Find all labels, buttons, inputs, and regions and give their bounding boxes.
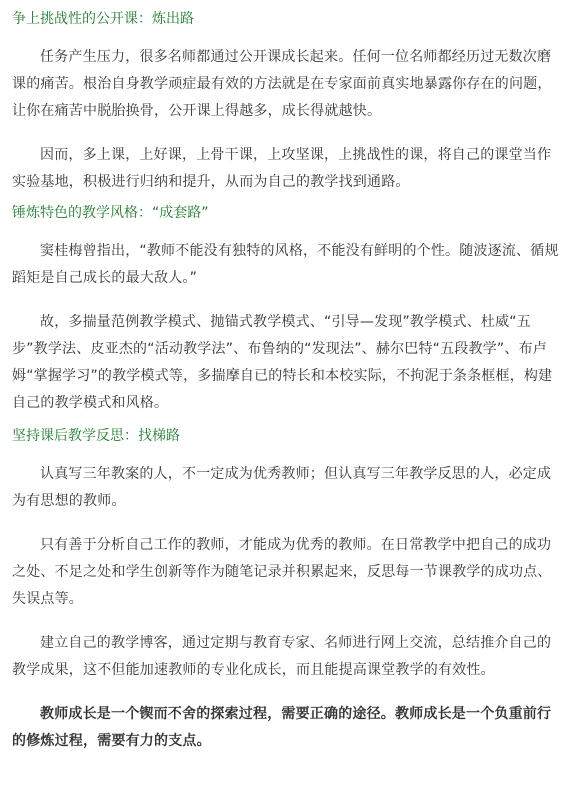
- paragraph-teaching-style-1: 窦桂梅曾指出，“教师不能没有独特的风格，不能没有鲜明的个性。随波逐流、循规蹈矩是自己成长的最大敌人。”: [12, 243, 559, 286]
- paragraph-reflection-3: 建立自己的教学博客，通过定期与教育专家、名师进行网上交流，总结推介自己的教学成果，这不但能加速教师的专业化成长，而且能提高课堂教学的有效性。: [12, 635, 552, 678]
- section-heading-reflection: 坚持课后教学反思：找梯路: [12, 428, 180, 444]
- section-heading-teaching-style: 锤炼特色的教学风格：“成套路”: [12, 205, 209, 221]
- paragraph-public-class-2: 因而，多上课，上好课，上骨干课，上攻坚课，上挑战性的课，将自己的课堂当作实验基地，积极进行归纳和提升，从而为自己的教学找到通路。: [12, 147, 552, 190]
- section-heading-public-class: 争上挑战性的公开课：炼出路: [12, 11, 194, 27]
- paragraph-public-class-1: 任务产生压力，很多名师都通过公开课成长起来。任何一位名师都经历过无数次磨课的痛苦。根治自身教学顽症最有效的方法就是在专家面前真实地暴露你存在的问题，让你在痛苦中脱胎换骨，公开课上得越多，成长得就越快。: [12, 49, 552, 119]
- paragraph-teaching-style-2: 故，多揣量范例教学模式、抛锚式教学模式、“引导—发现”教学模式、杜威“五步”教学法、皮亚杰的“活动教学法”、布鲁纳的“发现法”、赫尔巴特“五段教学”、布卢姆“掌握学习”的教学模式等，多揣摩自已的特长和本校实际，不拘泥于条条框框，构建自己的教学模式和风格。: [12, 314, 553, 411]
- closing-paragraph: 教师成长是一个锲而不舍的探索过程，需要正确的途径。教师成长是一个负重前行的修炼过程，需要有力的支点。: [12, 706, 552, 749]
- paragraph-reflection-1: 认真写三年教案的人，不一定成为优秀教师；但认真写三年教学反思的人，必定成为有思想的教师。: [12, 466, 552, 509]
- paragraph-reflection-2: 只有善于分析自己工作的教师，才能成为优秀的教师。在日常教学中把自己的成功之处、不足之处和学生创新等作为随笔记录并积累起来，反思每一节课教学的成功点、失误点等。: [12, 537, 552, 607]
